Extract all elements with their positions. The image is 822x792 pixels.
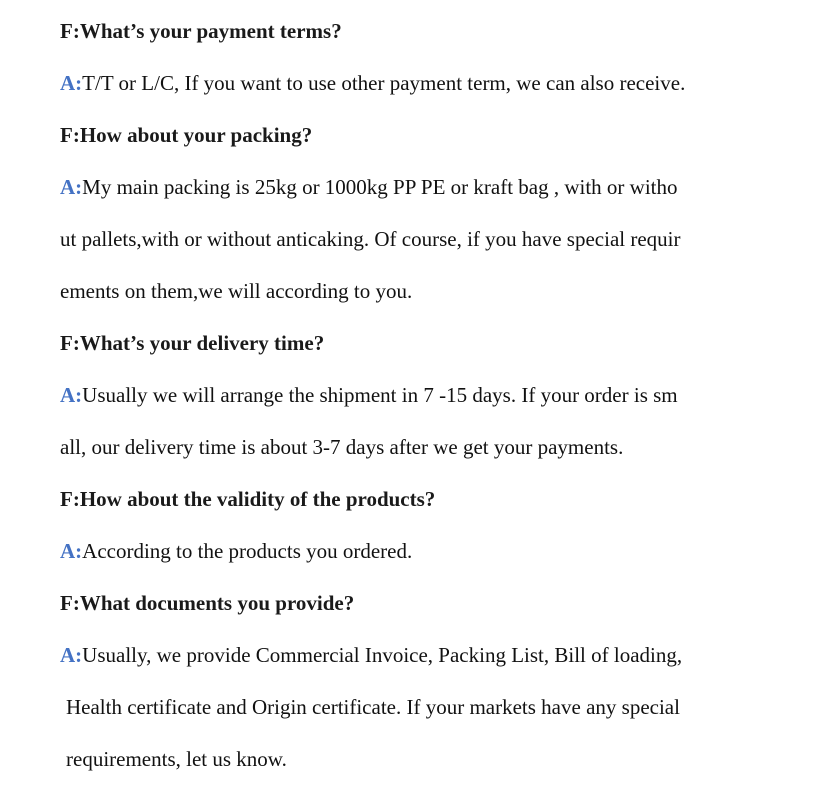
answer-text-continued: requirements, let us know. [66,747,287,771]
faq-answer [60,168,780,220]
faq-answer [60,376,780,428]
faq-question: F:How about the validity of the products? [60,487,436,511]
faq-item-payment-terms [60,12,780,116]
answer-text: Usually, we provide Commercial Invoice, Packing List, Bill of loading, [82,643,683,667]
answer-text-continued: Health certificate and Origin certificate. If your markets have any special [66,695,680,719]
answer-prefix: A: [60,539,83,563]
answer-text: My main packing is 25kg or 1000kg PP PE or kraft bag , with or witho [82,175,678,199]
faq-item-validity [60,480,780,584]
faq-answer [60,532,780,584]
faq-question: F:What’s your delivery time? [60,331,325,355]
faq-answer [60,636,780,688]
answer-text: According to the products you ordered. [82,539,413,563]
answer-text-continued: all, our delivery time is about 3-7 days after we get your payments. [60,435,624,459]
answer-prefix: A: [60,71,83,95]
faq-question: F:What’s your payment terms? [60,19,342,43]
faq-answer [60,64,780,116]
answer-prefix: A: [60,175,83,199]
faq-item-packing [60,116,780,324]
answer-text: T/T or L/C, If you want to use other payment term, we can also receive. [82,71,686,95]
faq-question: F:What documents you provide? [60,591,355,615]
answer-prefix: A: [60,643,83,667]
answer-prefix: A: [60,383,83,407]
faq-document [60,12,780,792]
answer-text: Usually we will arrange the shipment in 7 -15 days. If your order is sm [82,383,678,407]
faq-item-documents [60,584,780,792]
faq-question: F:How about your packing? [60,123,313,147]
faq-item-delivery-time [60,324,780,480]
answer-text-continued: ements on them,we will according to you. [60,279,413,303]
answer-text-continued: ut pallets,with or without anticaking. Of course, if you have special requir [60,227,681,251]
